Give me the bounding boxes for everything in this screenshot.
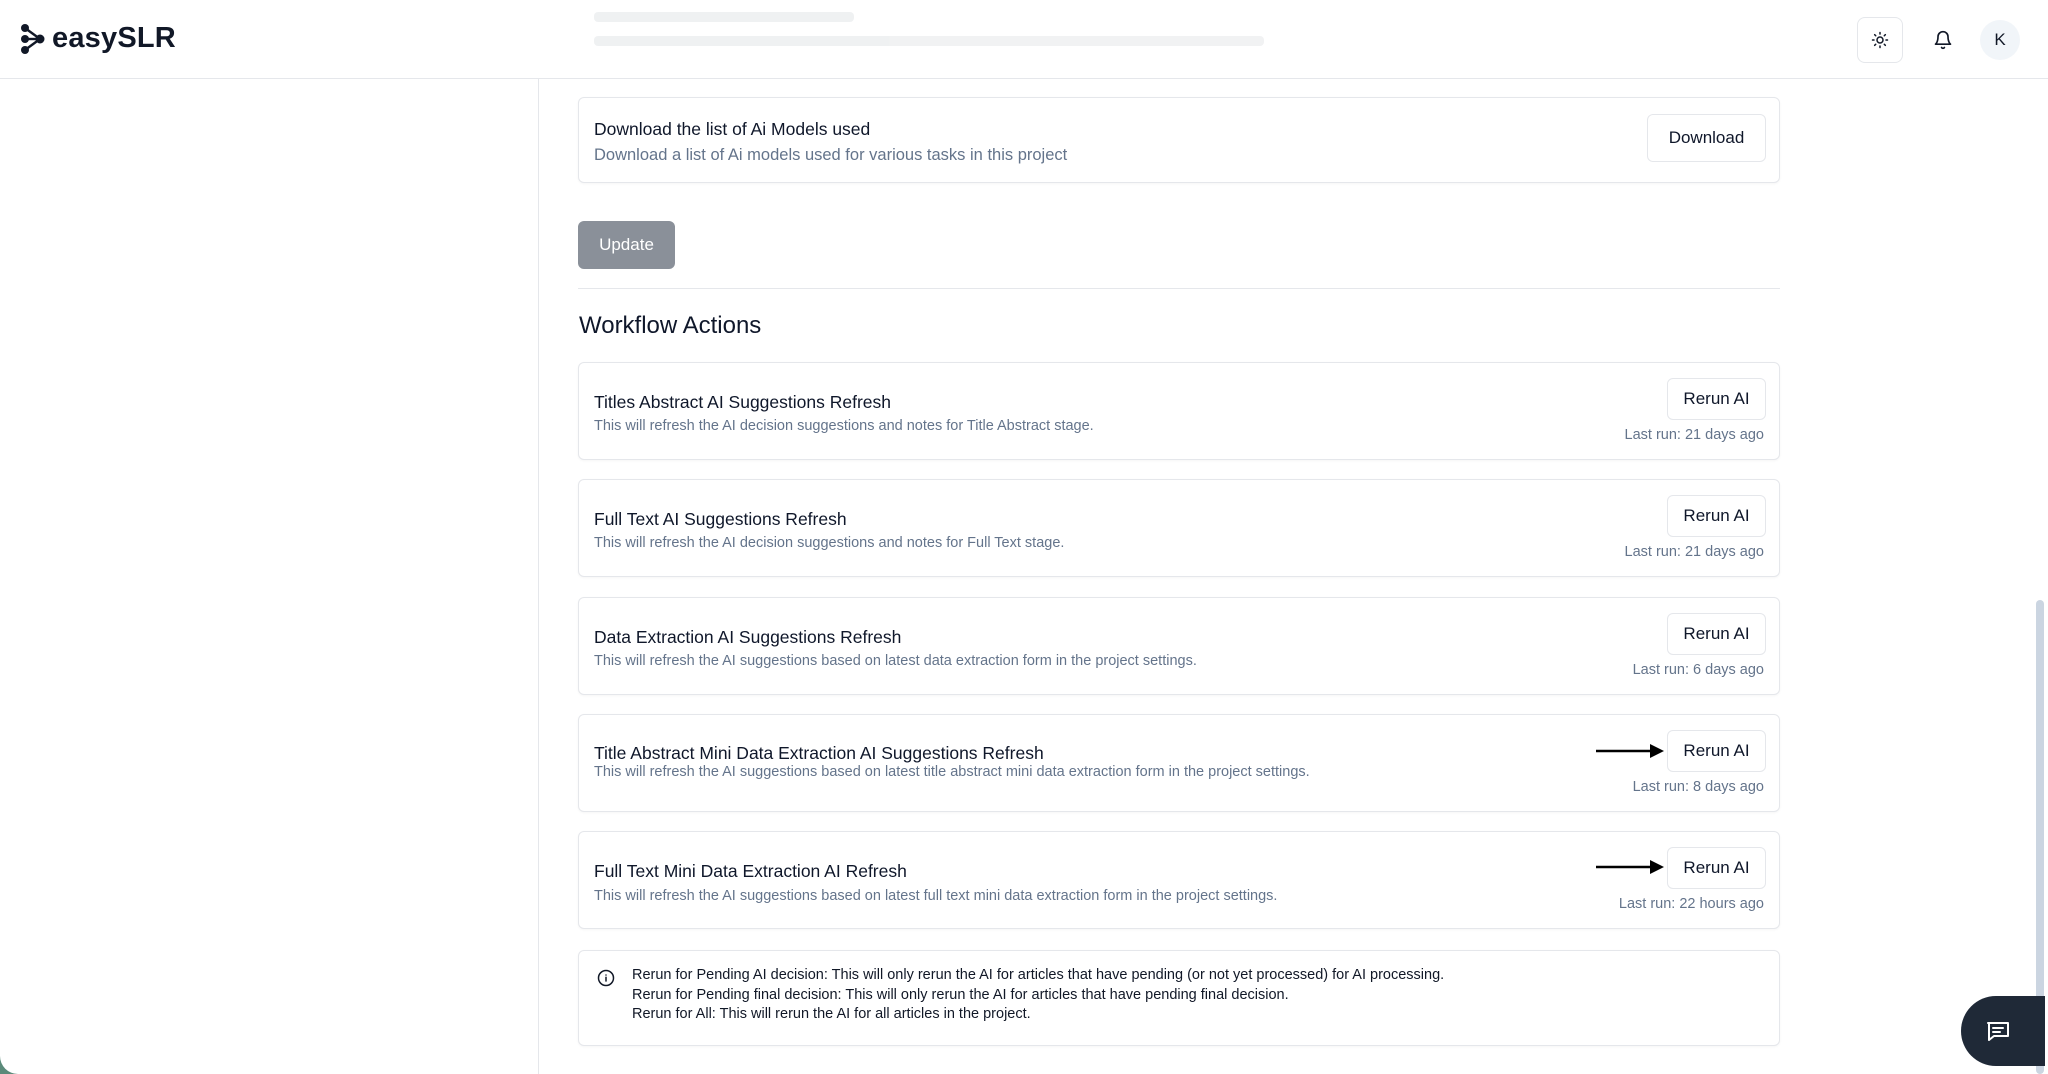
rerun-ai-button[interactable]: Rerun AI (1667, 613, 1766, 655)
action-description: This will refresh the AI suggestions based on latest title abstract mini data extraction form in the project settings. (594, 764, 1310, 780)
info-line-pending-ai (632, 966, 1444, 986)
info-text: This will only rerun the AI for articles that have pending final decision. (841, 986, 1289, 1003)
rerun-info-card (578, 950, 1780, 1046)
ai-models-card (578, 97, 1780, 183)
action-title: Data Extraction AI Suggestions Refresh (594, 627, 902, 647)
workflow-actions-title: Workflow Actions (579, 312, 762, 339)
arrow-right-icon (1596, 860, 1664, 874)
download-button[interactable]: Download (1647, 114, 1766, 162)
action-title: Title Abstract Mini Data Extraction AI Suggestions Refresh (594, 743, 1044, 763)
action-description: This will refresh the AI suggestions based on latest data extraction form in the project settings. (594, 653, 1197, 669)
ai-models-title: Download the list of Ai Models used (594, 119, 871, 139)
section-divider (578, 288, 1780, 289)
ai-models-description: Download a list of Ai models used for various tasks in this project (594, 146, 1068, 164)
update-button[interactable]: Update (578, 221, 675, 269)
logo[interactable] (20, 22, 176, 55)
last-run-text: Last run: 8 days ago (1632, 779, 1764, 795)
theme-toggle-button[interactable] (1857, 17, 1903, 63)
notifications-button[interactable] (1920, 17, 1966, 63)
last-run-text: Last run: 21 days ago (1624, 544, 1764, 560)
rerun-ai-button[interactable]: Rerun AI (1667, 378, 1766, 420)
bell-icon (1933, 30, 1953, 50)
rerun-ai-button[interactable]: Rerun AI (1667, 730, 1766, 772)
action-title: Full Text Mini Data Extraction AI Refresh (594, 861, 907, 881)
action-card-ft-mini-extraction (578, 831, 1780, 929)
rerun-ai-button[interactable]: Rerun AI (1667, 495, 1766, 537)
info-label: Rerun for All: (632, 1006, 716, 1022)
info-text: This will only rerun the AI for articles that have pending (or not yet processed) for AI processing. (827, 967, 1445, 983)
action-title: Titles Abstract AI Suggestions Refresh (594, 392, 891, 412)
action-description: This will refresh the AI decision suggestions and notes for Title Abstract stage. (594, 418, 1094, 434)
info-line-all (632, 1005, 1444, 1025)
chat-button[interactable] (1961, 996, 2045, 1066)
last-run-text: Last run: 22 hours ago (1618, 896, 1764, 912)
rerun-ai-button[interactable]: Rerun AI (1667, 847, 1766, 889)
sun-icon (1871, 31, 1889, 49)
scrolled-content-shadow (594, 12, 1264, 60)
user-avatar[interactable]: K (1980, 20, 2020, 60)
last-run-text: Last run: 6 days ago (1632, 662, 1764, 678)
info-label: Rerun for Pending AI decision: (632, 967, 828, 983)
action-card-full-text (578, 479, 1780, 577)
action-description: This will refresh the AI decision suggestions and notes for Full Text stage. (594, 535, 1065, 551)
action-title: Full Text AI Suggestions Refresh (594, 509, 847, 529)
action-card-ta-mini-extraction (578, 714, 1780, 812)
last-run-text: Last run: 21 days ago (1624, 427, 1764, 443)
chat-icon (1986, 1020, 2010, 1042)
top-header (0, 0, 2048, 79)
info-label: Rerun for Pending final decision: (632, 986, 842, 1003)
info-circle-icon (597, 969, 615, 987)
action-card-data-extraction (578, 597, 1780, 695)
action-description: This will refresh the AI suggestions based on latest full text mini data extraction form in the project settings. (594, 888, 1278, 904)
action-card-titles-abstract (578, 362, 1780, 460)
info-line-pending-final (632, 986, 1444, 1006)
app-name: easySLR (52, 22, 176, 54)
easyslr-logo-icon (20, 23, 46, 55)
arrow-right-icon (1596, 744, 1664, 758)
info-text: This will rerun the AI for all articles in the project. (715, 1006, 1031, 1022)
rerun-info-text (632, 966, 1444, 1025)
sidebar-divider (538, 79, 539, 1074)
